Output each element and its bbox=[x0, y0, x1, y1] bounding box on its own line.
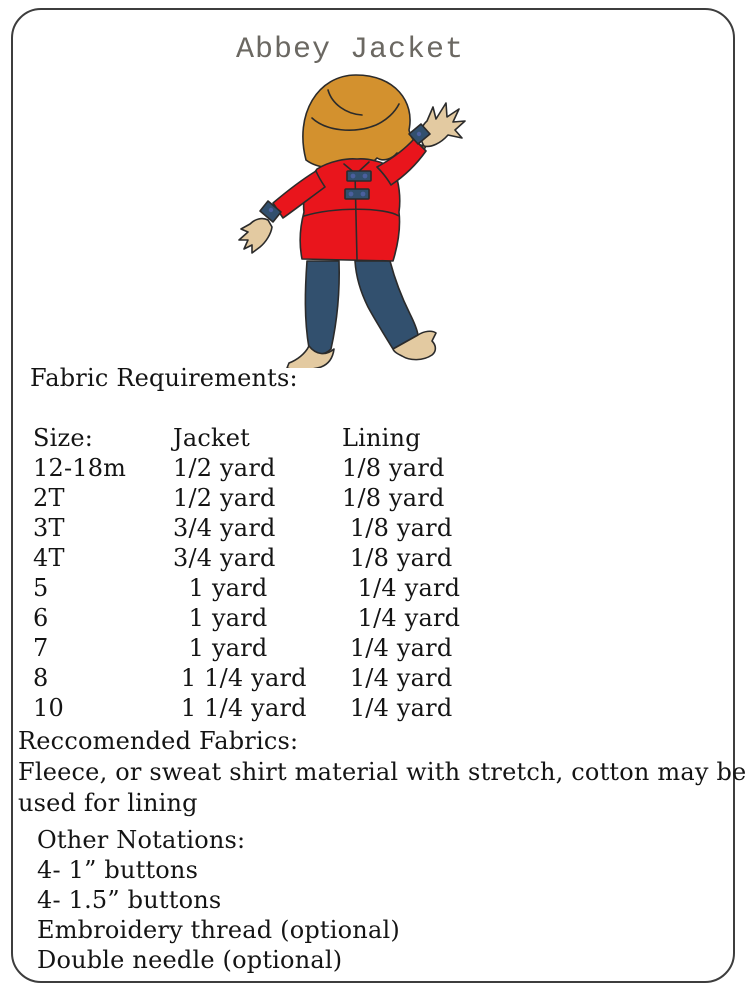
left-cuff-button bbox=[269, 208, 273, 212]
right-hand-shape bbox=[421, 103, 465, 146]
notation-item: Embroidery thread (optional) bbox=[37, 916, 400, 944]
column-header-lining: Lining bbox=[342, 424, 421, 452]
notation-item: Double needle (optional) bbox=[37, 946, 343, 974]
recommended-fabrics-text-line: used for lining bbox=[18, 789, 198, 817]
right-cuff-button bbox=[417, 132, 421, 136]
lining-cell: 1/4 yard bbox=[342, 574, 461, 602]
lining-cell: 1/8 yard bbox=[342, 544, 453, 572]
child-jacket-illustration bbox=[222, 68, 472, 368]
recommended-fabrics-section bbox=[18, 726, 746, 819]
other-notations-section bbox=[37, 825, 400, 975]
left-leg-shape bbox=[305, 261, 339, 354]
jacket-cell: 1 yard bbox=[173, 574, 268, 602]
size-cell: 12-18m bbox=[33, 454, 127, 482]
jacket-cell: 3/4 yard bbox=[173, 514, 276, 542]
size-cell: 10 bbox=[33, 694, 64, 722]
other-notations-heading: Other Notations: bbox=[37, 826, 246, 854]
size-cell: 7 bbox=[33, 634, 49, 662]
lining-cell: 1/4 yard bbox=[342, 634, 453, 662]
notation-item: 4- 1” buttons bbox=[37, 856, 199, 884]
lining-cell: 1/4 yard bbox=[342, 694, 453, 722]
column-header-size: Size: bbox=[33, 424, 94, 452]
fabric-requirements-table bbox=[33, 423, 460, 723]
fabric-requirements-heading: Fabric Requirements: bbox=[30, 364, 298, 392]
lining-cell: 1/8 yard bbox=[342, 484, 445, 512]
jacket-cell: 3/4 yard bbox=[173, 544, 276, 572]
recommended-fabrics-text-line: Fleece, or sweat shirt material with stretch, cotton may be bbox=[18, 758, 747, 786]
lining-cell: 1/4 yard bbox=[342, 664, 453, 692]
size-cell: 5 bbox=[33, 574, 49, 602]
size-cell: 2T bbox=[33, 484, 65, 512]
page-title: Abbey Jacket bbox=[235, 33, 465, 67]
jacket-cell: 1 yard bbox=[173, 634, 268, 662]
right-leg-shape bbox=[355, 261, 418, 349]
jacket-cell: 1/2 yard bbox=[173, 454, 276, 482]
recommended-fabrics-heading: Reccomended Fabrics: bbox=[18, 727, 299, 755]
button-upper-left bbox=[351, 174, 356, 179]
button-lower-right bbox=[361, 192, 366, 197]
left-hand-shape bbox=[239, 219, 272, 253]
illustration-svg bbox=[222, 68, 472, 368]
size-cell: 4T bbox=[33, 544, 65, 572]
button-lower-left bbox=[349, 192, 354, 197]
jacket-cell: 1 1/4 yard bbox=[173, 694, 307, 722]
jacket-cell: 1 yard bbox=[173, 604, 268, 632]
notation-item: 4- 1.5” buttons bbox=[37, 886, 222, 914]
jacket-cell: 1 1/4 yard bbox=[173, 664, 307, 692]
button-upper-right bbox=[363, 174, 368, 179]
size-cell: 3T bbox=[33, 514, 65, 542]
lining-cell: 1/8 yard bbox=[342, 514, 453, 542]
lining-cell: 1/8 yard bbox=[342, 454, 445, 482]
jacket-cell: 1/2 yard bbox=[173, 484, 276, 512]
size-cell: 8 bbox=[33, 664, 49, 692]
column-header-jacket: Jacket bbox=[173, 424, 250, 452]
lining-cell: 1/4 yard bbox=[342, 604, 461, 632]
size-cell: 6 bbox=[33, 604, 49, 632]
